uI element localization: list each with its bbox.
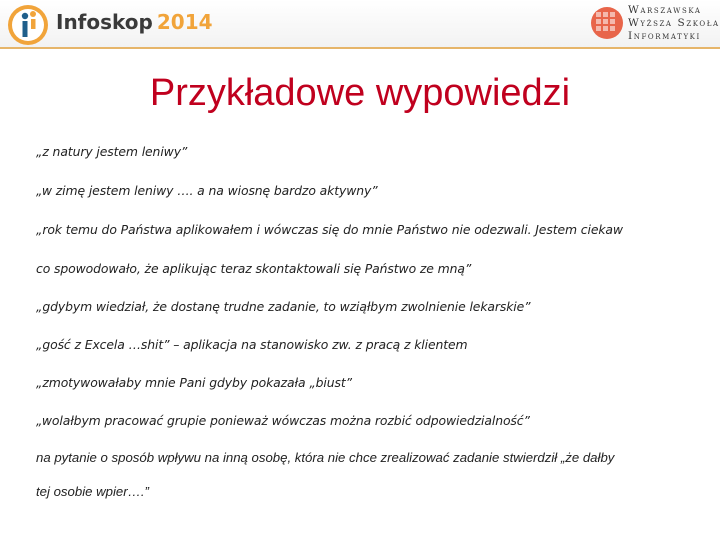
quote-line: tej osobie wpier….” <box>36 484 149 499</box>
quote-line: na pytanie o sposób wpływu na inną osobę, która nie chce zrealizować zadanie stwierdził „że dałby <box>36 450 615 465</box>
quote-line: „zmotywowałaby mnie Pani gdyby pokazała „biust” <box>36 375 352 390</box>
header-divider <box>0 47 720 49</box>
quote-line: „z natury jestem leniwy” <box>36 144 188 159</box>
brand-label: Infoskop <box>56 10 153 34</box>
university-name <box>628 4 720 43</box>
university-logo-icon <box>590 6 624 40</box>
university-line-1: Warszawska <box>628 4 702 16</box>
header-bar <box>0 0 720 48</box>
quote-line: co spowodowało, że aplikując teraz skontaktowali się Państwo ze mną” <box>36 261 472 276</box>
quote-line: „wolałbym pracować grupie ponieważ wówczas można rozbić odpowiedzialność” <box>36 413 530 428</box>
quote-line: „rok temu do Państwa aplikowałem i wówczas się do mnie Państwo nie odezwali. Jestem ciekaw <box>36 222 623 237</box>
university-line-3: Informatyki <box>628 30 701 42</box>
university-line-2: Wyższa Szkoła <box>628 17 720 29</box>
brand-name <box>56 10 213 34</box>
infoskop-logo-icon <box>6 3 50 47</box>
slide-title: Przykładowe wypowiedzi <box>149 72 571 114</box>
quote-line: „w zimę jestem leniwy …. a na wiosnę bardzo aktywny” <box>36 183 378 198</box>
brand-year: 2014 <box>156 10 213 34</box>
quote-line: „gdybym wiedział, że dostanę trudne zadanie, to wziąłbym zwolnienie lekarskie” <box>36 299 531 314</box>
quote-line: „gość z Excela …shit” – aplikacja na stanowisko zw. z pracą z klientem <box>36 337 468 352</box>
